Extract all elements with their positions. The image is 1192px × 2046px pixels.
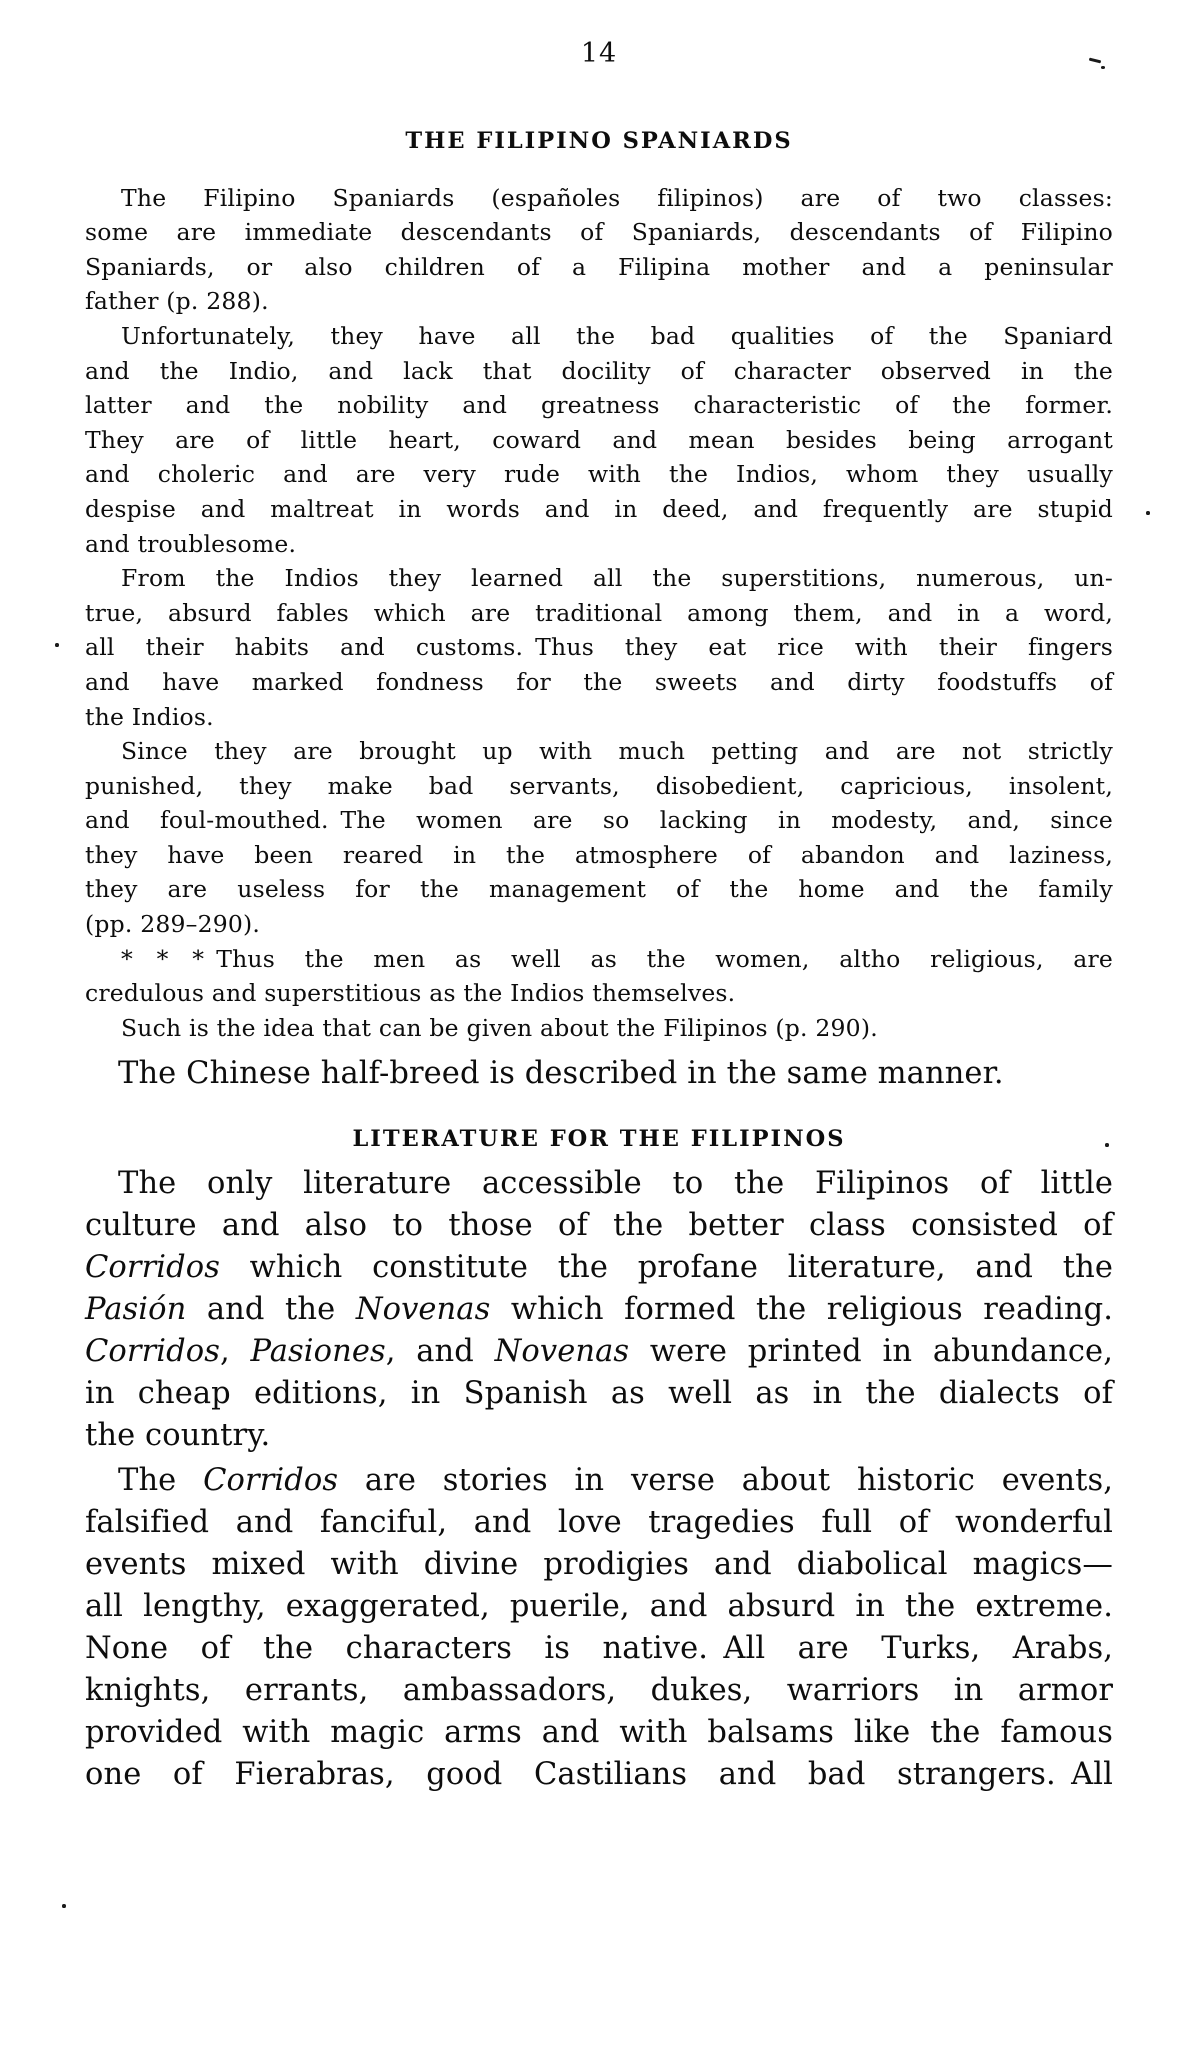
text-line: and foul-mouthed. The women are so lacking in modesty, and, since (85, 806, 1113, 835)
text-line: the country. (85, 1418, 271, 1454)
paragraph (85, 942, 1113, 1011)
section-heading: THE FILIPINO SPANIARDS (405, 128, 793, 154)
text-line: true, absurd fables which are traditional among them, and in a word, (85, 598, 1113, 627)
section-heading: LITERATURE FOR THE FILIPINOS (352, 1126, 846, 1153)
paragraph (85, 1460, 1113, 1796)
text-line: From the Indios they learned all the superstitions, numerous, un- (121, 564, 1113, 593)
paragraph (85, 1053, 1113, 1095)
paragraph (85, 1163, 1113, 1457)
text-line: culture and also to those of the better class consisted of (85, 1208, 1113, 1244)
text-column (85, 36, 1113, 1796)
text-line: and troublesome. (85, 529, 297, 558)
text-line: Corridos which constitute the profane literature, and the (85, 1250, 1113, 1286)
text-line: Corridos, Pasiones, and Novenas were printed in abundance, (85, 1334, 1113, 1370)
ink-dot (1146, 511, 1150, 515)
text-line: all lengthy, exaggerated, puerile, and absurd in the extreme. (85, 1589, 1113, 1625)
ink-dot (1101, 66, 1105, 69)
ink-dot (62, 1904, 66, 1908)
text-line: Such is the idea that can be given about the Filipinos (p. 290). (121, 1013, 878, 1042)
text-line: The only literature accessible to the Filipinos of little (118, 1166, 1113, 1202)
text-line: They are of little heart, coward and mean besides being arrogant (85, 425, 1113, 454)
text-line: provided with magic arms and with balsams like the famous (85, 1715, 1113, 1751)
ink-dot (55, 643, 59, 647)
text-line: all their habits and customs. Thus they eat rice with their fingers (85, 633, 1113, 662)
paragraph (85, 561, 1113, 734)
text-line: (pp. 289–290). (85, 910, 261, 939)
text-line: and choleric and are very rude with the Indios, whom they usually (85, 460, 1113, 489)
paragraph (85, 734, 1113, 942)
page-number: 14 (580, 38, 618, 69)
text-line: latter and the nobility and greatness characteristic of the former. (85, 391, 1113, 420)
text-line: The Filipino Spaniards (españoles filipinos) are of two classes: (121, 183, 1113, 212)
text-line: None of the characters is native. All are Turks, Arabs, (85, 1631, 1113, 1667)
text-line: The Corridos are stories in verse about historic events, (118, 1463, 1113, 1499)
text-line: The Chinese half-breed is described in the same manner. (118, 1056, 1004, 1092)
text-line: Pasión and the Novenas which formed the religious reading. (85, 1292, 1113, 1328)
ink-dot (1105, 1143, 1109, 1147)
text-line: the Indios. (85, 702, 214, 731)
text-line: they are useless for the management of the home and the family (85, 875, 1113, 904)
text-line: in cheap editions, in Spanish as well as in the dialects of (85, 1376, 1113, 1412)
text-blocks (85, 124, 1113, 1796)
text-line: * * * Thus the men as well as the women, altho religious, are (121, 944, 1113, 973)
text-line: and have marked fondness for the sweets and dirty foodstuffs of (85, 667, 1113, 696)
text-line: they have been reared in the atmosphere of abandon and laziness, (85, 840, 1113, 869)
text-line: falsified and fanciful, and love tragedies full of wonderful (85, 1505, 1113, 1541)
text-line: one of Fierabras, good Castilians and bad strangers. All (85, 1757, 1113, 1793)
paragraph (85, 319, 1113, 561)
text-line: Since they are brought up with much petting and are not strictly (121, 737, 1113, 766)
text-line: knights, errants, ambassadors, dukes, warriors in armor (85, 1673, 1113, 1709)
text-line: events mixed with divine prodigies and diabolical magics— (85, 1547, 1113, 1583)
text-line: some are immediate descendants of Spaniards, descendants of Filipino (85, 218, 1113, 247)
text-line: punished, they make bad servants, disobedient, capricious, insolent, (85, 771, 1113, 800)
text-line: credulous and superstitious as the Indios themselves. (85, 979, 736, 1008)
paragraph (85, 181, 1113, 319)
text-line: father (p. 288). (85, 287, 269, 316)
text-line: despise and maltreat in words and in deed, and frequently are stupid (85, 494, 1113, 523)
paragraph (85, 1011, 1113, 1046)
text-line: Spaniards, or also children of a Filipina mother and a peninsular (85, 252, 1113, 281)
text-line: Unfortunately, they have all the bad qualities of the Spaniard (121, 321, 1113, 350)
text-line: and the Indio, and lack that docility of character observed in the (85, 356, 1113, 385)
